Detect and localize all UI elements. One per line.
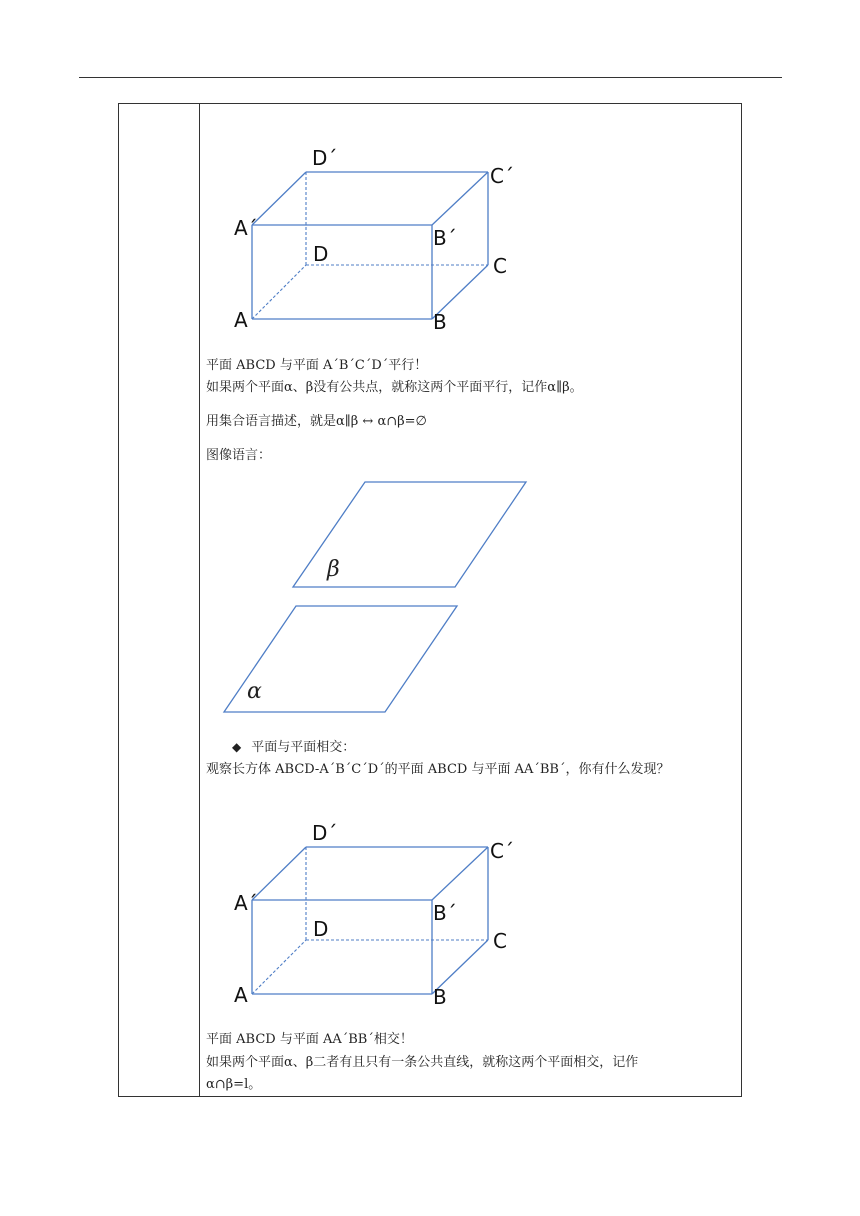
label-d-prime: D´: [312, 146, 338, 170]
text-line-5: [232, 737, 355, 758]
text-line-3: 用集合语言描述，就是α∥β ↔ α∩β=∅: [206, 414, 427, 429]
label-d: D: [313, 917, 329, 941]
plane-beta-label: β: [327, 557, 340, 582]
label-a-prime: A´: [234, 216, 258, 240]
label-c: C: [493, 254, 507, 278]
text-line-4: 图像语言：: [206, 448, 272, 463]
diamond-bullet-icon: ◆: [232, 740, 242, 754]
label-b-prime: B´: [433, 901, 457, 925]
parallel-planes-figure: [200, 470, 540, 720]
text-line-9: α∩β=l。: [206, 1077, 262, 1092]
text-line-7: 平面 ABCD 与平面 AA´BB´相交！: [206, 1032, 413, 1047]
text-line-2: 如果两个平面α、β没有公共点，就称这两个平面平行，记作α∥β。: [206, 380, 583, 395]
label-a: A: [234, 983, 248, 1007]
label-b: B: [433, 985, 447, 1009]
text-line-6: 观察长方体 ABCD-A´B´C´D´的平面 ABCD 与平面 AA´BB´，你有什么发现？: [206, 762, 670, 777]
label-b-prime: B´: [433, 226, 457, 250]
cuboid-figure-parallel: [222, 135, 532, 335]
label-c: C: [493, 929, 507, 953]
header-rule: [79, 77, 782, 78]
text-line-1: 平面 ABCD 与平面 A´B´C´D´平行！: [206, 358, 428, 373]
label-a: A: [234, 308, 248, 332]
label-a-prime: A´: [234, 891, 258, 915]
cuboid-figure-intersecting: [222, 810, 532, 1010]
bullet-heading: 平面与平面相交：: [251, 740, 356, 755]
label-c-prime: C´: [490, 839, 514, 863]
label-b: B: [433, 310, 447, 334]
text-line-8: 如果两个平面α、β二者有且只有一条公共直线，就称这两个平面相交，记作: [206, 1055, 639, 1070]
label-d-prime: D´: [312, 821, 338, 845]
plane-alpha-label: α: [247, 679, 262, 704]
label-d: D: [313, 242, 329, 266]
label-c-prime: C´: [490, 164, 514, 188]
